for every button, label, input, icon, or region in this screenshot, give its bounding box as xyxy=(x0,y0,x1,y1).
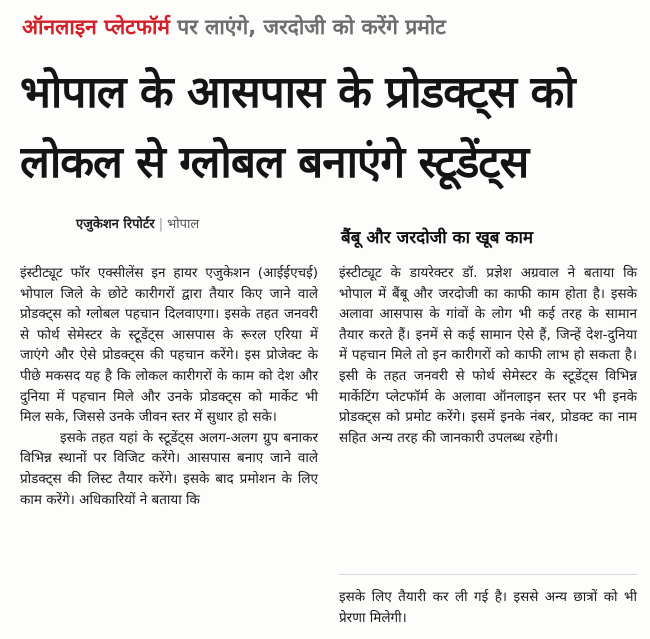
kicker-highlight: ऑनलाइन प्लेटफॉर्म xyxy=(22,15,170,39)
byline xyxy=(76,216,199,234)
kicker-rest: पर लाएंगे, जरदोजी को करेंगे प्रमोट xyxy=(169,15,446,39)
kicker-line xyxy=(22,12,632,42)
column-divider xyxy=(339,574,637,575)
body-paragraph: इंस्टीट्यूट के डायरेक्टर डॉ. प्रज्ञेश अग्रवाल ने बताया कि भोपाल में बैंबू और जरदोजी का काफी काम होता है। इसके अलावा आसपास के गांवों के लोग भी कई तरह के सामान तैयार करते हैं। इनमें से कई सामान ऐसे हैं, जिन्हें देश-दुनिया में पहचान मिले तो इन कारीगरों को काफी लाभ हो सकता है। इसी के तहत जनवरी से फोर्थ सेमेस्टर के स्टूडेंट्स विभिन्न मार्केटिंग प्लेटफॉर्म के अलावा ऑनलाइन स्तर पर भी इनके प्रोडक्ट्स को प्रमोट करेंगे। इसमें इनके नंबर, प्रोडक्ट का नाम सहित अन्य तरह की जानकारी उपलब्ध रहेगी। xyxy=(339,265,637,446)
body-column-right-continued xyxy=(339,587,637,628)
byline-separator: | xyxy=(158,217,164,232)
byline-city: भोपाल xyxy=(167,217,200,232)
body-paragraph: इसके लिए तैयारी कर ली गई है। इससे अन्य छात्रों को भी प्रेरणा मिलेगी। xyxy=(339,589,637,626)
headline xyxy=(20,58,635,198)
byline-reporter: एजुकेशन रिपोर्टर xyxy=(76,217,155,232)
body-column-left xyxy=(20,263,318,510)
body-paragraph: इसके तहत यहां के स्टूडेंट्स अलग-अलग ग्रुप बनाकर विभिन्न स्थानों पर विजिट करेंगे। आसपास बनाए जाने वाले प्रोडक्ट्स की लिस्ट तैयार करेंगे। इसके बाद प्रमोशन के लिए काम करेंगे। अधिकारियों ने बताया कि xyxy=(20,429,318,508)
headline-line-2: लोकल से ग्लोबल बनाएंगे स्टूडेंट्स xyxy=(20,137,529,188)
subheading: बैंबू और जरदोजी का खूब काम xyxy=(341,228,534,248)
headline-line-1: भोपाल के आसपास के प्रोडक्ट्स को xyxy=(20,67,575,118)
body-paragraph: इंस्टीट्यूट फॉर एक्सीलेंस इन हायर एजुकेशन (आईईएचई) भोपाल जिले के छोटे कारीगरों द्वारा तैयार किए जाने वाले प्रोडक्ट्स को ग्लोबल पहचान दिलवाएगा। इसके तहत जनवरी से फोर्थ सेमेस्टर के स्टूडेंट्स आसपास के रूरल एरिया में जाएंगे और ऐसे प्रोडक्ट्स की पहचान करेंगे। इस प्रोजेक्ट के पीछे मकसद यह है कि लोकल कारीगरों के काम को देश और दुनिया में पहचान मिले और उनके प्रोडक्ट्स को मार्केट भी मिल सके, जिससे उनके जीवन स्तर में सुधार हो सके। xyxy=(20,265,318,426)
body-column-right xyxy=(339,263,637,448)
